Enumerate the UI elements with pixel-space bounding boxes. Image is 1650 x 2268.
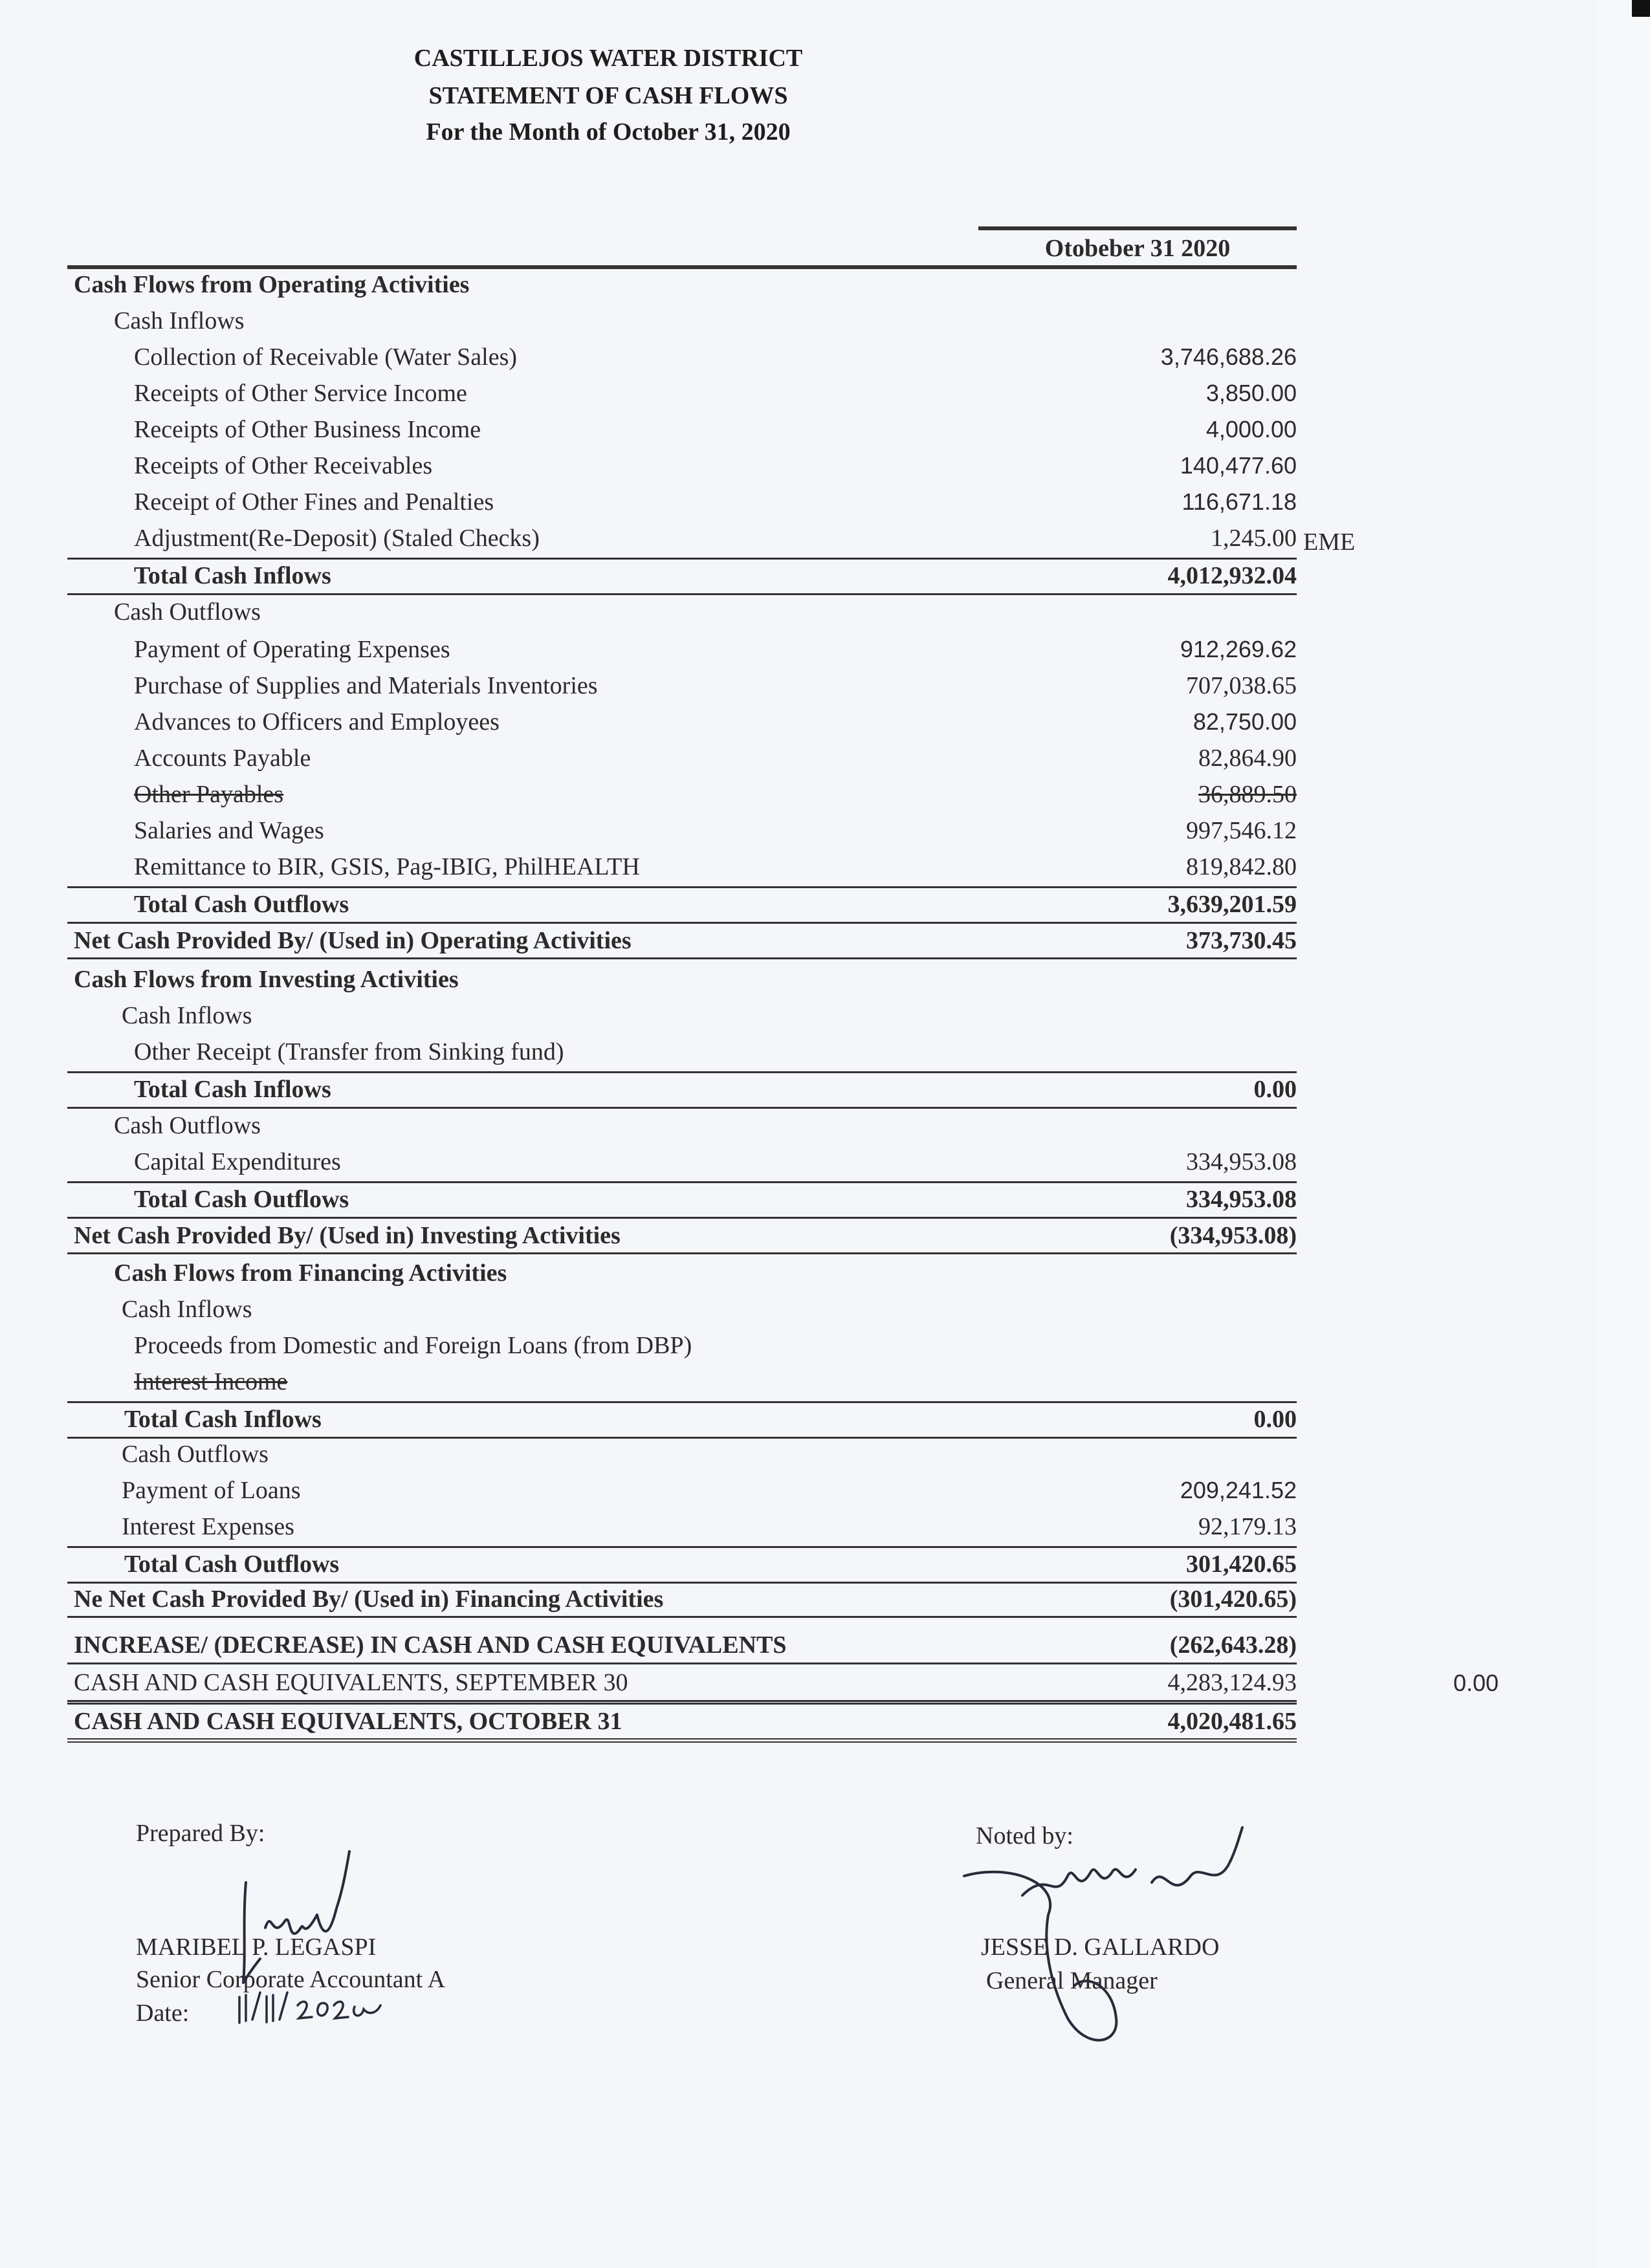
summary-label: INCREASE/ (DECREASE) IN CASH AND CASH EQUIVALENTS <box>74 1631 787 1659</box>
row-label: Purchase of Supplies and Materials Inventories <box>134 672 598 699</box>
net-row <box>67 1219 1297 1254</box>
row-amount: 707,038.65 <box>1186 672 1297 699</box>
row-label: Salaries and Wages <box>134 817 324 844</box>
table-row <box>67 411 1297 448</box>
table-row <box>67 1034 1297 1070</box>
row-label: Receipts of Other Business Income <box>134 416 481 443</box>
table-row <box>67 448 1297 484</box>
section-title: Cash Flows from Investing Activities <box>74 966 459 993</box>
total-amount: 0.00 <box>1253 1406 1297 1433</box>
subheading: Cash Inflows <box>114 307 245 334</box>
subheading-row <box>67 1107 1297 1144</box>
subheading-row <box>67 998 1297 1034</box>
row-amount: 209,241.52 <box>1180 1477 1297 1503</box>
row-amount: 140,477.60 <box>1180 452 1297 479</box>
summary-end-row <box>67 1703 1297 1743</box>
prepared-by-title: Senior Corporate Accountant A <box>136 1966 446 1993</box>
net-row <box>67 924 1297 959</box>
row-label: Receipt of Other Fines and Penalties <box>134 488 494 516</box>
total-amount: 0.00 <box>1253 1076 1297 1103</box>
total-amount: 4,012,932.04 <box>1167 562 1297 589</box>
subheading-row <box>67 594 1297 630</box>
table-row <box>67 1509 1297 1545</box>
section-financing <box>67 1255 1297 1291</box>
date-label: Date: <box>136 2000 190 2027</box>
row-amount: 92,179.13 <box>1198 1513 1297 1540</box>
table-row <box>67 375 1297 411</box>
table-row <box>67 1472 1297 1509</box>
section-operating <box>67 267 1297 303</box>
total-label: Total Cash Inflows <box>134 1076 331 1103</box>
row-label: Payment of Operating Expenses <box>134 636 450 663</box>
row-amount: 82,864.90 <box>1198 745 1297 772</box>
subheading: Cash Inflows <box>122 1296 252 1323</box>
row-label: Other Payables <box>134 781 284 808</box>
table-row <box>67 484 1297 520</box>
table-row <box>67 704 1297 740</box>
total-row <box>67 1546 1297 1584</box>
net-label: Net Cash Provided By/ (Used in) Investing Activities <box>74 1222 621 1249</box>
row-label: Interest Income <box>134 1368 288 1395</box>
net-label: Ne Net Cash Provided By/ (Used in) Financing Activities <box>74 1586 664 1613</box>
row-amount: 1,245.00 <box>1211 525 1297 552</box>
scan-corner <box>1632 0 1650 17</box>
scan-edge <box>1598 0 1650 2268</box>
statement-title: STATEMENT OF CASH FLOWS <box>428 82 788 109</box>
preparer-signature <box>226 1844 408 2005</box>
net-amount: (301,420.65) <box>1169 1586 1297 1613</box>
row-amount: 36,889.50 <box>1198 781 1297 808</box>
subheading: Cash Outflows <box>122 1441 269 1468</box>
section-title: Cash Flows from Operating Activities <box>74 271 470 298</box>
total-row <box>67 1401 1297 1439</box>
subheading: Cash Outflows <box>114 598 261 626</box>
row-amount: 3,850.00 <box>1205 380 1297 406</box>
total-row <box>67 1071 1297 1109</box>
total-row <box>67 886 1297 924</box>
company-name: CASTILLEJOS WATER DISTRICT <box>413 45 803 72</box>
row-label: Payment of Loans <box>122 1477 301 1504</box>
summary-label: CASH AND CASH EQUIVALENTS, OCTOBER 31 <box>74 1708 622 1735</box>
net-row <box>67 1582 1297 1618</box>
subheading: Cash Outflows <box>114 1112 261 1139</box>
net-amount: 373,730.45 <box>1186 927 1297 954</box>
total-amount: 334,953.08 <box>1186 1186 1297 1213</box>
row-amount: 3,746,688.26 <box>1160 343 1297 370</box>
total-row <box>67 558 1297 595</box>
summary-label: CASH AND CASH EQUIVALENTS, SEPTEMBER 30 <box>74 1669 628 1696</box>
section-title: Cash Flows from Financing Activities <box>114 1259 507 1287</box>
net-label: Net Cash Provided By/ (Used in) Operating Activities <box>74 927 632 954</box>
section-investing <box>67 961 1297 998</box>
table-row <box>67 520 1297 556</box>
prepared-by-name: MARIBEL P. LEGASPI <box>136 1934 377 1961</box>
date-handwritten <box>233 1987 388 2033</box>
table-row <box>67 1144 1297 1180</box>
row-label: Other Receipt (Transfer from Sinking fund) <box>134 1038 564 1065</box>
column-header: Otobeber 31 2020 <box>1044 235 1231 262</box>
row-amount: 82,750.00 <box>1193 708 1297 735</box>
row-label: Accounts Payable <box>134 745 311 772</box>
margin-note-eme: EME <box>1303 529 1356 556</box>
row-amount: 912,269.62 <box>1180 636 1297 662</box>
table-row <box>67 668 1297 704</box>
net-amount: (334,953.08) <box>1169 1222 1297 1249</box>
row-amount: 4,000.00 <box>1205 416 1297 442</box>
noted-by-name: JESSE D. GALLARDO <box>981 1934 1220 1961</box>
row-label: Interest Expenses <box>122 1513 294 1540</box>
table-row <box>67 740 1297 776</box>
table-row <box>67 849 1297 885</box>
summary-amount: 4,020,481.65 <box>1167 1708 1297 1735</box>
summary-begin-row <box>67 1665 1297 1702</box>
row-label: Receipts of Other Receivables <box>134 452 433 479</box>
row-label: Adjustment(Re-Deposit) (Staled Checks) <box>134 525 540 552</box>
total-label: Total Cash Outflows <box>134 891 349 918</box>
total-label: Total Cash Inflows <box>124 1406 322 1433</box>
row-label: Advances to Officers and Employees <box>134 708 500 736</box>
row-label: Remittance to BIR, GSIS, Pag-IBIG, PhilHEALTH <box>134 853 640 880</box>
table-row <box>67 776 1297 812</box>
row-label: Capital Expenditures <box>134 1148 341 1175</box>
subheading-row <box>67 1436 1297 1472</box>
summary-amount: (262,643.28) <box>1169 1631 1297 1659</box>
table-row <box>67 1364 1297 1400</box>
prepared-by-label: Prepared By: <box>136 1820 265 1847</box>
row-amount: 819,842.80 <box>1186 853 1297 880</box>
total-label: Total Cash Inflows <box>134 562 331 589</box>
table-row <box>67 1327 1297 1364</box>
table-row <box>67 631 1297 668</box>
manager-signature <box>958 1824 1255 2057</box>
table-row <box>67 339 1297 375</box>
subheading: Cash Inflows <box>122 1002 252 1029</box>
total-label: Total Cash Outflows <box>124 1551 340 1578</box>
row-label: Receipts of Other Service Income <box>134 380 467 407</box>
row-label: Collection of Receivable (Water Sales) <box>134 343 518 371</box>
margin-note-zero: 0.00 <box>1453 1670 1499 1696</box>
noted-by-label: Noted by: <box>976 1822 1073 1849</box>
total-row <box>67 1181 1297 1219</box>
row-label: Proceeds from Domestic and Foreign Loans (from DBP) <box>134 1332 692 1359</box>
row-amount: 116,671.18 <box>1182 488 1297 515</box>
summary-amount: 4,283,124.93 <box>1167 1669 1297 1696</box>
total-label: Total Cash Outflows <box>134 1186 349 1213</box>
row-amount: 997,546.12 <box>1186 817 1297 844</box>
statement-period: For the Month of October 31, 2020 <box>426 118 791 146</box>
total-amount: 301,420.65 <box>1186 1551 1297 1578</box>
subheading-row <box>67 303 1297 339</box>
noted-by-title: General Manager <box>986 1967 1158 1994</box>
summary-change-row <box>67 1628 1297 1664</box>
table-row <box>67 812 1297 849</box>
row-amount: 334,953.08 <box>1186 1148 1297 1175</box>
subheading-row <box>67 1291 1297 1327</box>
total-amount: 3,639,201.59 <box>1167 891 1297 918</box>
